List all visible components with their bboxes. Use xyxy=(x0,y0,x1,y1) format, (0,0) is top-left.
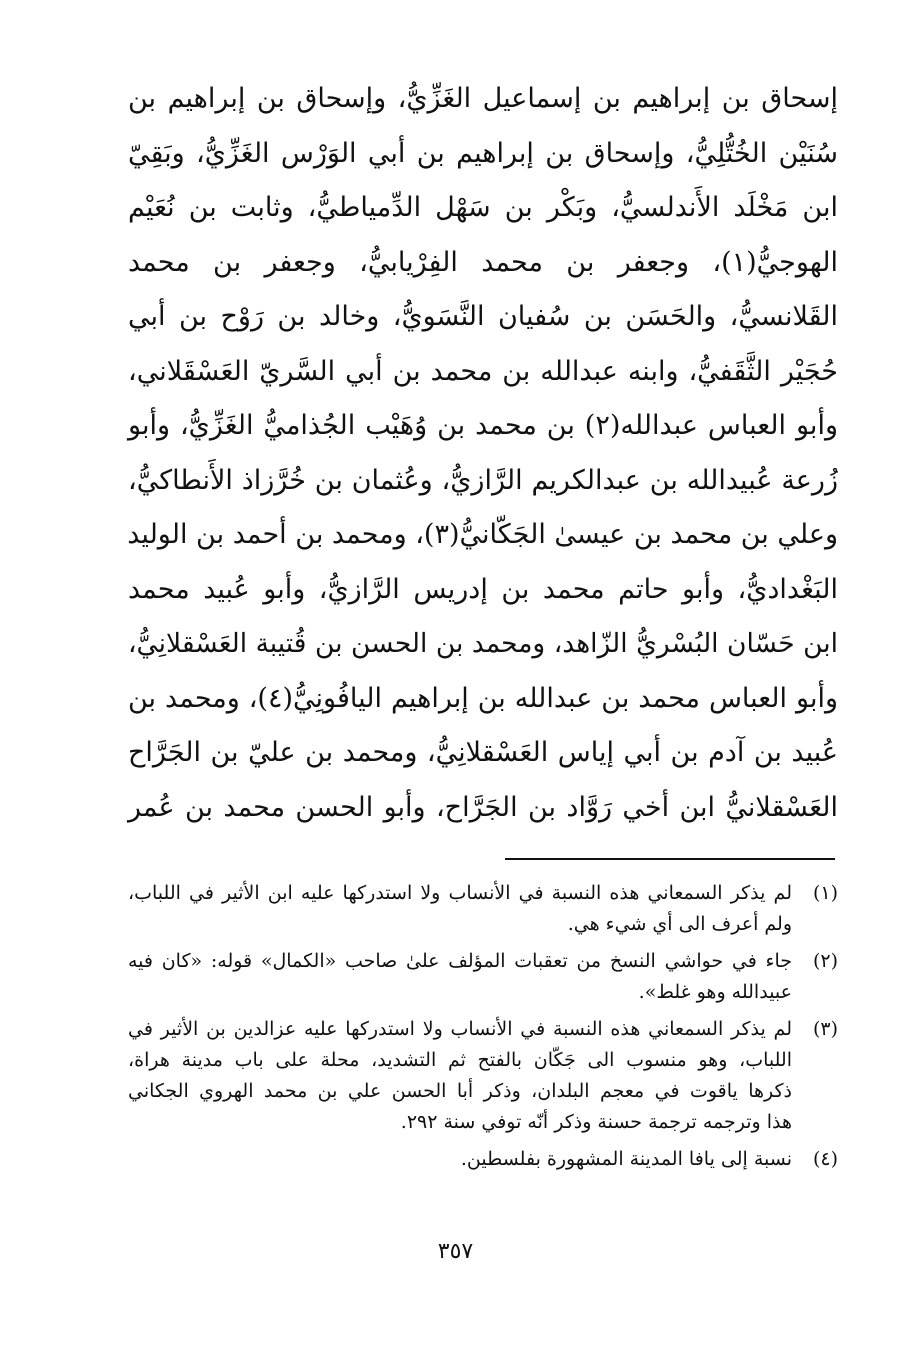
footnote-line: نسبة إلى يافا المدينة المشهورة بفلسطين. xyxy=(460,1148,792,1170)
body-line: العَسْقلانيُّ ابن أخي رَوَّاد بن الجَرَّاح، وأبو الحسن محمد بن عُمر xyxy=(128,791,838,823)
body-line: وأبو العباس محمد بن عبدالله بن إبراهيم اليافُونِيُّ(٤)، ومحمد بن xyxy=(128,682,838,714)
footnote-line: جاء في حواشي النسخ من تعقبات المؤلف علىٰ صاحب «الكمال» قوله: «كان فيه xyxy=(128,950,792,972)
body-line: وعلي بن محمد بن عيسىٰ الجَكّانيُّ(٣)، ومحمد بن أحمد بن الوليد xyxy=(127,519,838,550)
footnote-1 xyxy=(128,878,838,940)
body-line: ابن مَخْلَد الأَندلسيُّ، وبَكْر بن سَهْل الدِّمياطيُّ، وثابت بن نُعَيْم xyxy=(128,192,838,223)
footnote-3 xyxy=(128,1014,838,1138)
footnote-line: ولم أعرف الى أي شيء هي. xyxy=(567,913,792,935)
body-line: سُنَيْن الخُتُّلِيُّ، وإسحاق بن إبراهيم بن أبي الوَرْس الغَزِّيُّ، وبَقِيّ xyxy=(128,137,838,169)
footnotes xyxy=(128,878,838,1181)
body-line: الهوجيُّ(١)، وجعفر بن محمد الفِرْيابيُّ، وجعفر بن محمد xyxy=(128,246,838,278)
footnote-number: (٣) xyxy=(812,1018,838,1040)
footnote-line: هذا وترجمه ترجمة حسنة وذكر أنّه توفي سنة ٢٩٢. xyxy=(400,1111,792,1133)
footnote-line: عبيدالله وهو غلط». xyxy=(638,981,792,1003)
body-line: عُبيد بن آدم بن أبي إياس العَسْقلانِيُّ، ومحمد بن عليّ بن الجَرَّاح xyxy=(128,737,838,768)
footnote-line: لم يذكر السمعاني هذه النسبة في الأنساب ولا استدركها عليه عزالدين بن الأثير في xyxy=(128,1018,792,1040)
main-body-text xyxy=(128,72,838,835)
body-line: القَلانسيُّ، والحَسَن بن سُفيان النَّسَويُّ، وخالد بن رَوْح بن أبي xyxy=(128,301,838,332)
body-line: ابن حَسّان البُسْريُّ الزّاهد، ومحمد بن الحسن بن قُتيبة العَسْقلانِيُّ، xyxy=(128,628,838,659)
body-line: إسحاق بن إبراهيم بن إسماعيل الغَزِّيُّ، وإسحاق بن إبراهيم بن xyxy=(128,83,838,114)
footnote-number: (٢) xyxy=(812,950,838,972)
footnote-number: (٤) xyxy=(812,1148,838,1170)
page-number: ٣٥٧ xyxy=(437,1239,474,1264)
body-line: البَغْداديُّ، وأبو حاتم محمد بن إدريس الرَّازيُّ، وأبو عُبيد محمد xyxy=(128,573,838,605)
body-line: وأبو العباس عبدالله(٢) بن محمد بن وُهَيْب الجُذاميُّ الغَزِّيُّ، وأبو xyxy=(128,410,838,441)
footnote-number: (١) xyxy=(812,882,838,904)
footnote-2 xyxy=(128,946,838,1008)
footnote-line: لم يذكر السمعاني هذه النسبة في الأنساب ولا استدركها عليه ابن الأثير في اللباب، xyxy=(128,882,792,904)
footnote-line: ذكرها ياقوت في معجم البلدان، وذكر أبا الحسن علي بن محمد الهروي الجكاني xyxy=(128,1080,792,1102)
body-line: زُرعة عُبيدالله بن عبدالكريم الرَّازيُّ، وعُثمان بن خُرَّزاذ الأَنطاكيُّ، xyxy=(128,464,838,496)
footnote-line: اللباب، وهو منسوب الى جَكّان بالفتح ثم التشديد، محلة على باب مدينة هراة، xyxy=(128,1049,792,1071)
body-line: حُجَيْر الثَّقَفيُّ، وابنه عبدالله بن محمد بن أبي السَّريّ العَسْقَلاني، xyxy=(128,355,838,387)
footnote-separator xyxy=(505,858,835,860)
footnote-4 xyxy=(128,1144,838,1175)
